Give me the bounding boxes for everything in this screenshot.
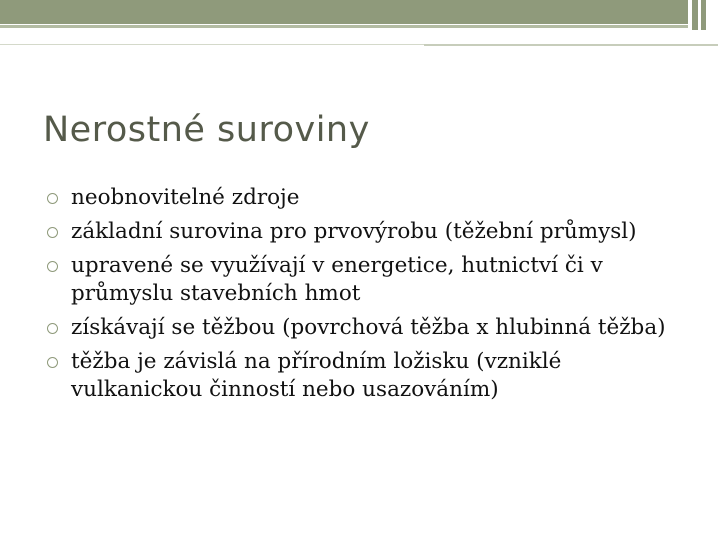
bullet-text: základní surovina pro prvovýrobu (těžební průmysl) — [71, 219, 637, 244]
band-highlight — [0, 25, 688, 28]
bullet-text: upravené se využívají v energetice, hutnictví či v průmyslu stavebních hmot — [71, 253, 603, 306]
slide-title: Nerostné suroviny — [43, 110, 370, 150]
band-stripe — [706, 0, 720, 30]
bullet-item — [47, 348, 687, 404]
bullet-item — [47, 218, 687, 246]
top-decorative-band — [0, 0, 720, 30]
bullet-circle-icon — [47, 323, 58, 334]
bullet-text: získávají se těžbou (povrchová těžba x hlubinná těžba) — [71, 315, 666, 340]
band-bar — [0, 0, 688, 24]
bullet-item — [47, 314, 687, 342]
bullet-circle-icon — [47, 227, 58, 238]
bullet-circle-icon — [47, 357, 58, 368]
bullet-item — [47, 184, 687, 212]
bullet-list — [47, 184, 687, 410]
bullet-circle-icon — [47, 193, 58, 204]
bullet-circle-icon — [47, 261, 58, 272]
bullet-text: neobnovitelné zdroje — [71, 185, 300, 210]
bullet-text: těžba je závislá na přírodním ložisku (vzniklé vulkanickou činností nebo usazováním) — [71, 349, 562, 402]
bullet-item — [47, 252, 687, 308]
divider-line — [424, 44, 718, 46]
